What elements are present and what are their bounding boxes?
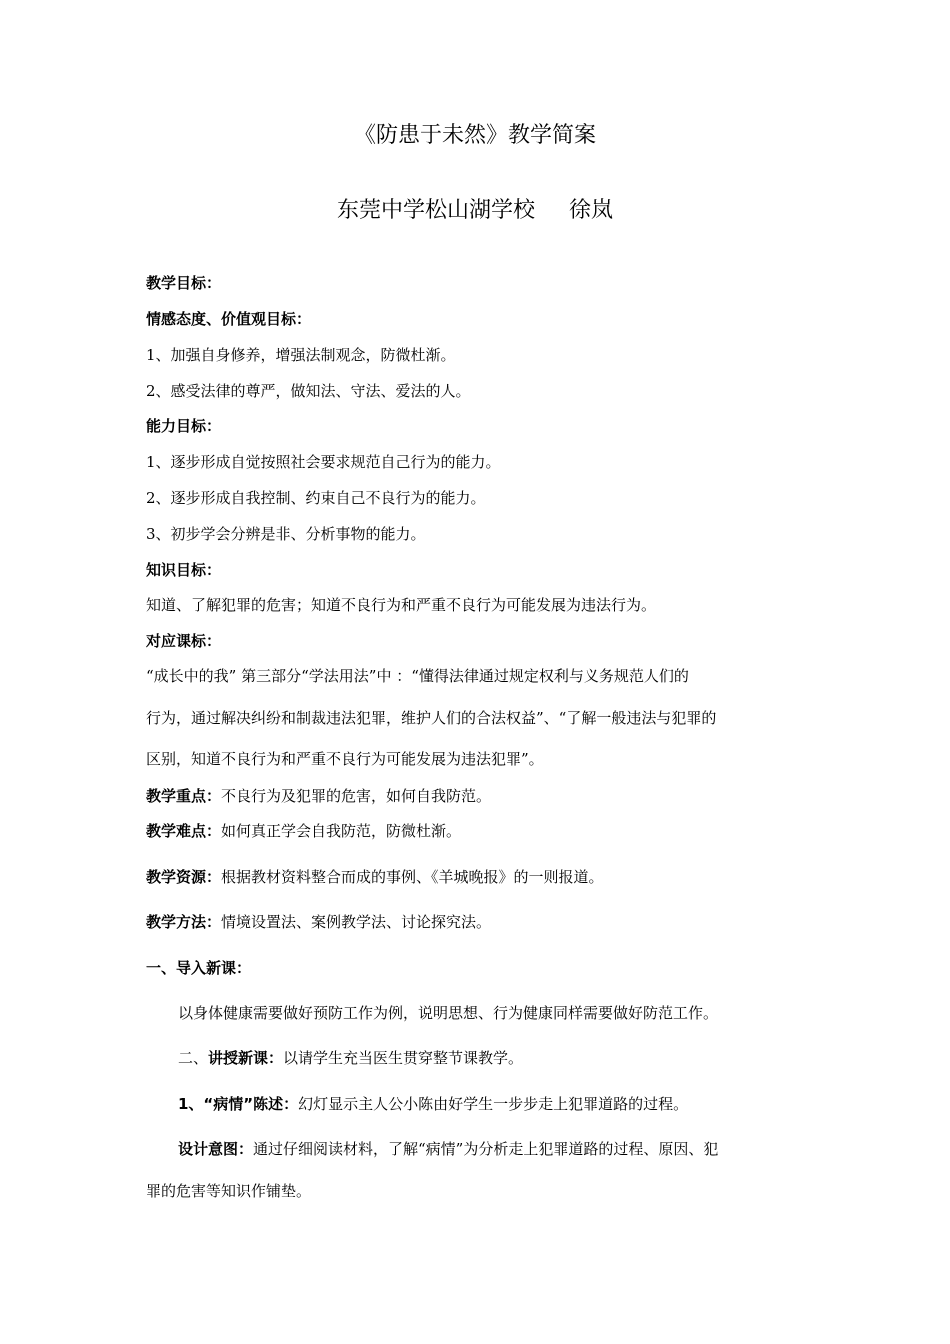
ability-goal-item: 2、逐步形成自我控制、约束自己不良行为的能力。 — [146, 489, 486, 507]
teaching-row — [178, 1048, 842, 1068]
knowledge-goal-heading: 知识目标： — [146, 561, 222, 579]
ability-goal-item: 1、逐步形成自觉按照社会要求规范自己行为的能力。 — [146, 453, 501, 471]
emotion-goal-heading: 情感态度、价值观目标： — [146, 310, 312, 328]
curriculum-standard-text: 区别，知道不良行为和严重不良行为可能发展为违法犯罪”。 — [146, 750, 544, 768]
curriculum-standard-heading: 对应课标： — [146, 632, 222, 650]
design-intent-text: 罪的危害等知识作铺垫。 — [146, 1182, 312, 1200]
document-title: 《防患于未然》教学简案 — [353, 123, 596, 148]
intro-heading: 一、导入新课： — [146, 959, 252, 977]
emotion-goal-item: 1、加强自身修养，增强法制观念，防微杜渐。 — [146, 346, 456, 364]
key-point-text: 不良行为及犯罪的危害，如何自我防范。 — [221, 787, 492, 805]
design-intent-label: 设计意图： — [178, 1140, 254, 1158]
curriculum-standard-text: “成长中的我” 第三部分“学法用法”中 ：“懂得法律通过规定权利与义务规范人们的 — [146, 667, 689, 685]
case-label: 陈述： — [253, 1095, 299, 1113]
ability-goal-heading: 能力目标： — [146, 417, 222, 435]
method-text: 情境设置法、案例教学法、讨论探究法。 — [221, 913, 492, 931]
key-point-row — [146, 786, 810, 806]
resource-row — [146, 867, 810, 887]
intro-text: 以身体健康需要做好预防工作为例，说明思想、行为健康同样需要做好防范工作。 — [178, 1004, 719, 1022]
resource-label: 教学资源： — [146, 868, 222, 886]
design-intent-row — [178, 1139, 842, 1159]
method-label: 教学方法： — [146, 913, 222, 931]
design-intent-text: 通过仔细阅读材料，了解“病情”为分析走上犯罪道路的过程、原因、犯 — [253, 1140, 719, 1158]
document-byline — [0, 197, 950, 225]
case-prefix: 1、“病情” — [178, 1095, 254, 1113]
author-name: 徐岚 — [569, 198, 614, 223]
school-name: 东莞中学松山湖学校 — [336, 198, 535, 223]
knowledge-goal-item: 知道、了解犯罪的危害；知道不良行为和严重不良行为可能发展为违法行为。 — [146, 596, 657, 614]
ability-goal-item: 3、初步学会分辨是非、分析事物的能力。 — [146, 525, 426, 543]
resource-text: 根据教材资料整合而成的事例、《羊城晚报》的一则报道。 — [221, 868, 604, 886]
difficulty-text: 如何真正学会自我防范，防微杜渐。 — [221, 822, 462, 840]
method-row — [146, 912, 810, 932]
case-row — [178, 1094, 842, 1114]
teaching-prefix: 二、 — [178, 1049, 209, 1067]
key-point-label: 教学重点： — [146, 787, 222, 805]
case-text: 幻灯显示主人公小陈由好学生一步步走上犯罪道路的过程。 — [298, 1095, 689, 1113]
emotion-goal-item: 2、感受法律的尊严，做知法、守法、爱法的人。 — [146, 382, 471, 400]
difficulty-label: 教学难点： — [146, 822, 222, 840]
difficulty-row — [146, 821, 810, 841]
goals-heading: 教学目标： — [146, 274, 222, 292]
curriculum-standard-text: 行为，通过解决纠纷和制裁违法犯罪，维护人们的合法权益”、“了解一般违法与犯罪的 — [146, 709, 717, 727]
teaching-label: 讲授新课： — [208, 1049, 284, 1067]
teaching-text: 以请学生充当医生贯穿整节课教学。 — [283, 1049, 524, 1067]
